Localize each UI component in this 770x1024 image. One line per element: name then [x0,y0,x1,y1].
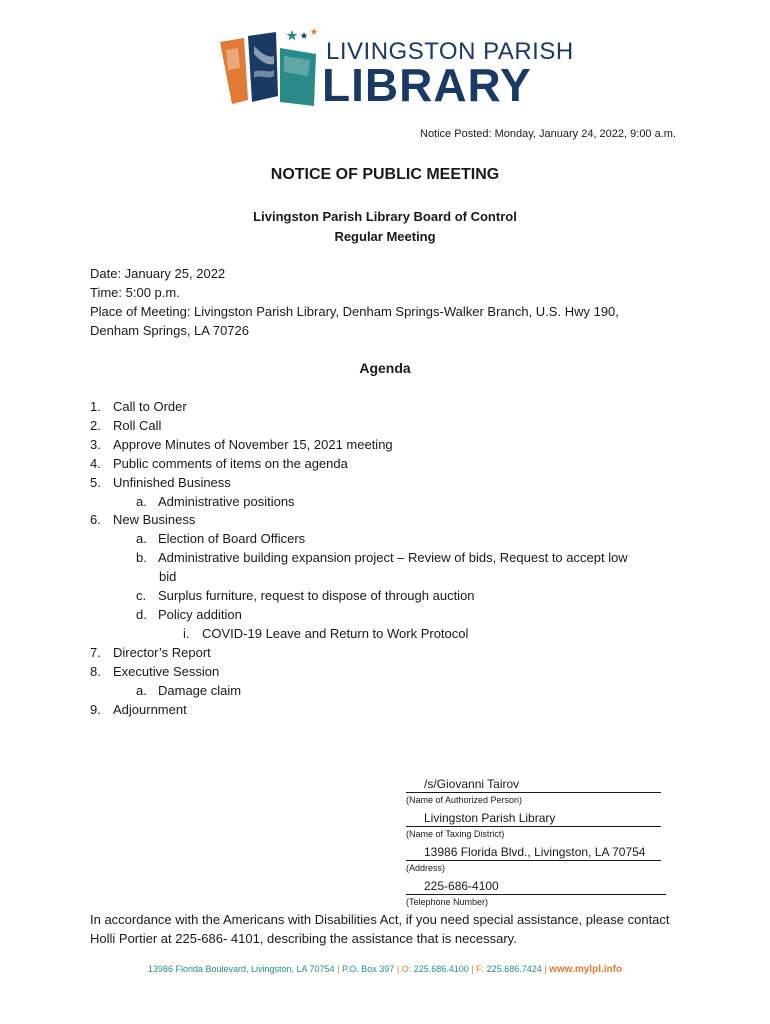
footer-office-phone: 225.686.4100 [413,964,469,974]
agenda-item-text: Public comments of items on the agenda [113,455,348,471]
agenda-item [90,398,628,417]
footer-po-box: P.O. Box 397 [341,964,395,974]
agenda-item-number: 5. [90,474,101,490]
page-title: NOTICE OF PUBLIC MEETING [270,166,500,183]
agenda-item-text: Policy addition [158,606,242,622]
agenda-item-number: d. [136,606,147,622]
agenda-item-number: i. [183,625,190,641]
footer-website-link[interactable]: www.mylpl.info [549,964,623,975]
address-label: (Address) [406,863,446,873]
agenda-item-text: Call to Order [113,399,187,414]
agenda-item-text: Damage claim [158,682,242,698]
agenda-subitem [136,606,628,625]
agenda-item-text: Unfinished Business [113,474,231,490]
agenda-item-number: 3. [90,436,101,452]
agenda-item-number: 7. [90,644,101,660]
agenda-item-number: c. [136,588,147,604]
signature-block [406,777,661,913]
footer-office-label: O: [401,964,412,974]
logo-wordmark-bottom: LIBRARY [322,59,532,111]
agenda-subitem-continuation: bid [159,569,177,585]
agenda-item-text: Administrative positions [158,493,295,509]
agenda-item [90,474,628,493]
agenda-item-text: Approve Minutes of November 15, 2021 meeting [113,436,393,452]
meeting-place: Place of Meeting: Livingston Parish Library, Denham Springs-Walker Branch, U.S. Hwy 190, [90,304,619,319]
agenda-item [90,417,628,436]
telephone-label: (Telephone Number) [406,897,489,907]
agenda-item-text: COVID-19 Leave and Return to Work Protocol [202,625,469,641]
meeting-type: Regular Meeting [334,229,436,244]
agenda-item-number: 2. [90,417,101,433]
agenda-heading: Agenda [359,360,411,376]
agenda-item-text: Election of Board Officers [158,531,306,547]
footer-separator: | [396,964,400,974]
footer-separator: | [544,964,547,974]
agenda-item [90,511,628,530]
meeting-time: Time: 5:00 p.m. [90,285,180,300]
footer-separator: | [337,964,340,974]
agenda-item-number: 6. [90,512,101,528]
agenda-item-number: 8. [90,663,101,679]
agenda-subitem [136,530,628,549]
address-value: 13986 Florida Blvd., Livingston, LA 70754 [406,845,661,861]
agenda-item-text: Executive Session [113,663,220,679]
agenda-item-number: a. [136,531,147,547]
agenda-item-number: 1. [90,399,101,414]
agenda-item-text: Adjournment [113,701,187,717]
board-name: Livingston Parish Library Board of Control [253,209,517,224]
meeting-place-cont: Denham Springs, LA 70726 [90,323,249,338]
agenda-item-text: Surplus furniture, request to dispose of through auction [158,588,475,604]
logo-wordmark-top: LIVINGSTON PARISH [326,38,574,65]
library-logo-icon [218,28,318,108]
footer-fax: 225.686.7424 [486,964,542,974]
ada-notice: In accordance with the Americans with Disabilities Act, if you need special assistance, please contact Holli Portier at 225-686- 4101, describing the assistance that is necessary. [90,912,670,946]
footer-contact [0,964,770,975]
authorized-person-value: /s/Giovanni Tairov [406,777,661,793]
agenda-subsubitem [183,625,628,644]
agenda-subitem [136,493,628,512]
agenda-item [90,663,628,682]
agenda-item-text: New Business [113,512,196,528]
meeting-details [90,264,619,340]
taxing-district-value: Livingston Parish Library [406,811,661,827]
agenda-item-number: b. [136,550,147,566]
agenda-item [90,436,628,455]
agenda-item-number: 9. [90,701,101,717]
agenda-item [90,455,628,474]
agenda-item-number: 4. [90,455,101,471]
footer-separator: | [471,964,474,974]
agenda-list [90,398,628,719]
agenda-subitem [136,549,628,568]
agenda-subitem [136,682,628,701]
agenda-item [90,701,628,720]
footer-address: 13986 Florida Boulevard, Livingston, LA 70754 [147,964,335,974]
footer-fax-label: F: [476,964,485,974]
agenda-item-text: Administrative building expansion project – Review of bids, Request to accept low [158,550,628,566]
authorized-person-label: (Name of Authorized Person) [406,795,523,805]
taxing-district-label: (Name of Taxing District) [406,829,505,839]
agenda-item-text: Roll Call [113,417,162,433]
notice-posted-date: Notice Posted: Monday, January 24, 2022, 9:00 a.m. [420,128,677,140]
telephone-value: 225-686-4100 [406,879,666,895]
board-heading [0,207,770,247]
agenda-subitem [136,587,628,606]
meeting-date: Date: January 25, 2022 [90,266,226,281]
agenda-item-number: a. [136,682,147,698]
agenda-item [90,644,628,663]
agenda-item-number: a. [136,493,147,509]
agenda-item-text: Director’s Report [113,644,211,660]
